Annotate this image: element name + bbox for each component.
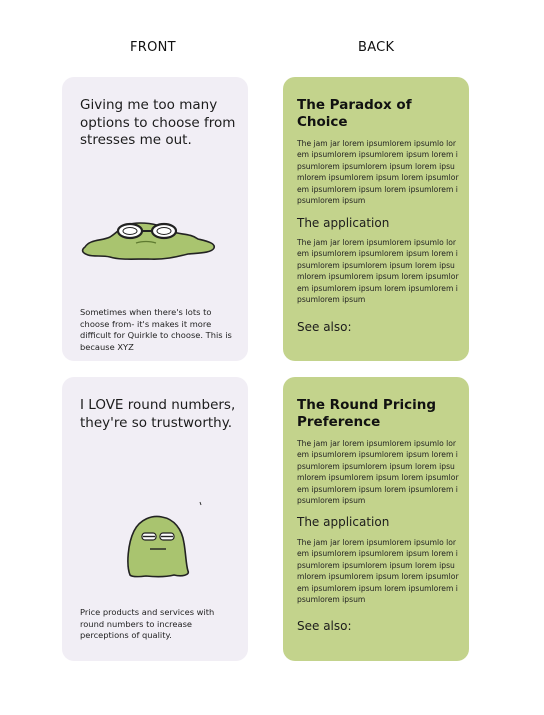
card-1-front-note: Sometimes when there's lots to choose from- it's makes it more difficult for Quirkle to choose. This is because XYZ: [80, 307, 232, 352]
card-2-front-note: Price products and services with round numbers to increase perceptions of quality.: [80, 607, 215, 640]
card-2-front-headline: I LOVE round numbers, they're so trustworthy.: [80, 397, 236, 431]
card-1-back-title: The Paradox of Choice: [297, 97, 412, 130]
card-2-back-application-body: The jam jar lorem ipsumlorem ipsumlo lorem ipsumlorem ipsumlorem ipsum lorem ipsumlorem ipsumlorem ipsum lorem ipsumlorem ipsumlorem ipsum lorem ipsumlorem ipsumlorem ipsum lorem ipsumlorem ipsumlorem ipsum: [297, 538, 459, 605]
card-1-front: [62, 77, 248, 361]
stray-mark-icon: [198, 501, 204, 507]
card-1-back-application-body: The jam jar lorem ipsumlorem ipsumlo lorem ipsumlorem ipsumlorem ipsum lorem ipsumlorem ipsumlorem ipsum lorem ipsumlorem ipsumlorem ipsum lorem ipsumlorem ipsumlorem ipsum lorem ipsumlorem ipsumlorem ipsum: [297, 238, 459, 305]
front-column-label: FRONT: [130, 40, 176, 55]
card-2-back: [283, 377, 469, 661]
card-1-front-headline: Giving me too many options to choose from stresses me out.: [80, 97, 236, 148]
card-1-back-body: The jam jar lorem ipsumlorem ipsumlo lorem ipsumlorem ipsumlorem ipsum lorem ipsumlorem ipsumlorem ipsum lorem ipsumlorem ipsumlorem ipsum lorem ipsumlorem ipsumlorem ipsum lorem ipsumlorem ipsumlorem ipsum: [297, 139, 459, 206]
card-2-back-see-also: See also:: [297, 619, 352, 633]
card-2-back-title: The Round Pricing Preference: [297, 397, 437, 430]
card-1-back-application-heading: The application: [297, 216, 390, 230]
suspicious-blob-illustration: [122, 509, 194, 581]
card-2-front: [62, 377, 248, 661]
card-2-back-body: The jam jar lorem ipsumlorem ipsumlo lorem ipsumlorem ipsumlorem ipsum lorem ipsumlorem ipsumlorem ipsum lorem ipsumlorem ipsumlorem ipsum lorem ipsumlorem ipsumlorem ipsum lorem ipsumlorem ipsumlorem ipsum: [297, 439, 459, 506]
card-2-back-application-heading: The application: [297, 515, 390, 529]
melted-blob-illustration: [80, 217, 220, 267]
card-1-back-see-also: See also:: [297, 320, 352, 334]
card-1-back: [283, 77, 469, 361]
back-column-label: BACK: [358, 40, 395, 55]
